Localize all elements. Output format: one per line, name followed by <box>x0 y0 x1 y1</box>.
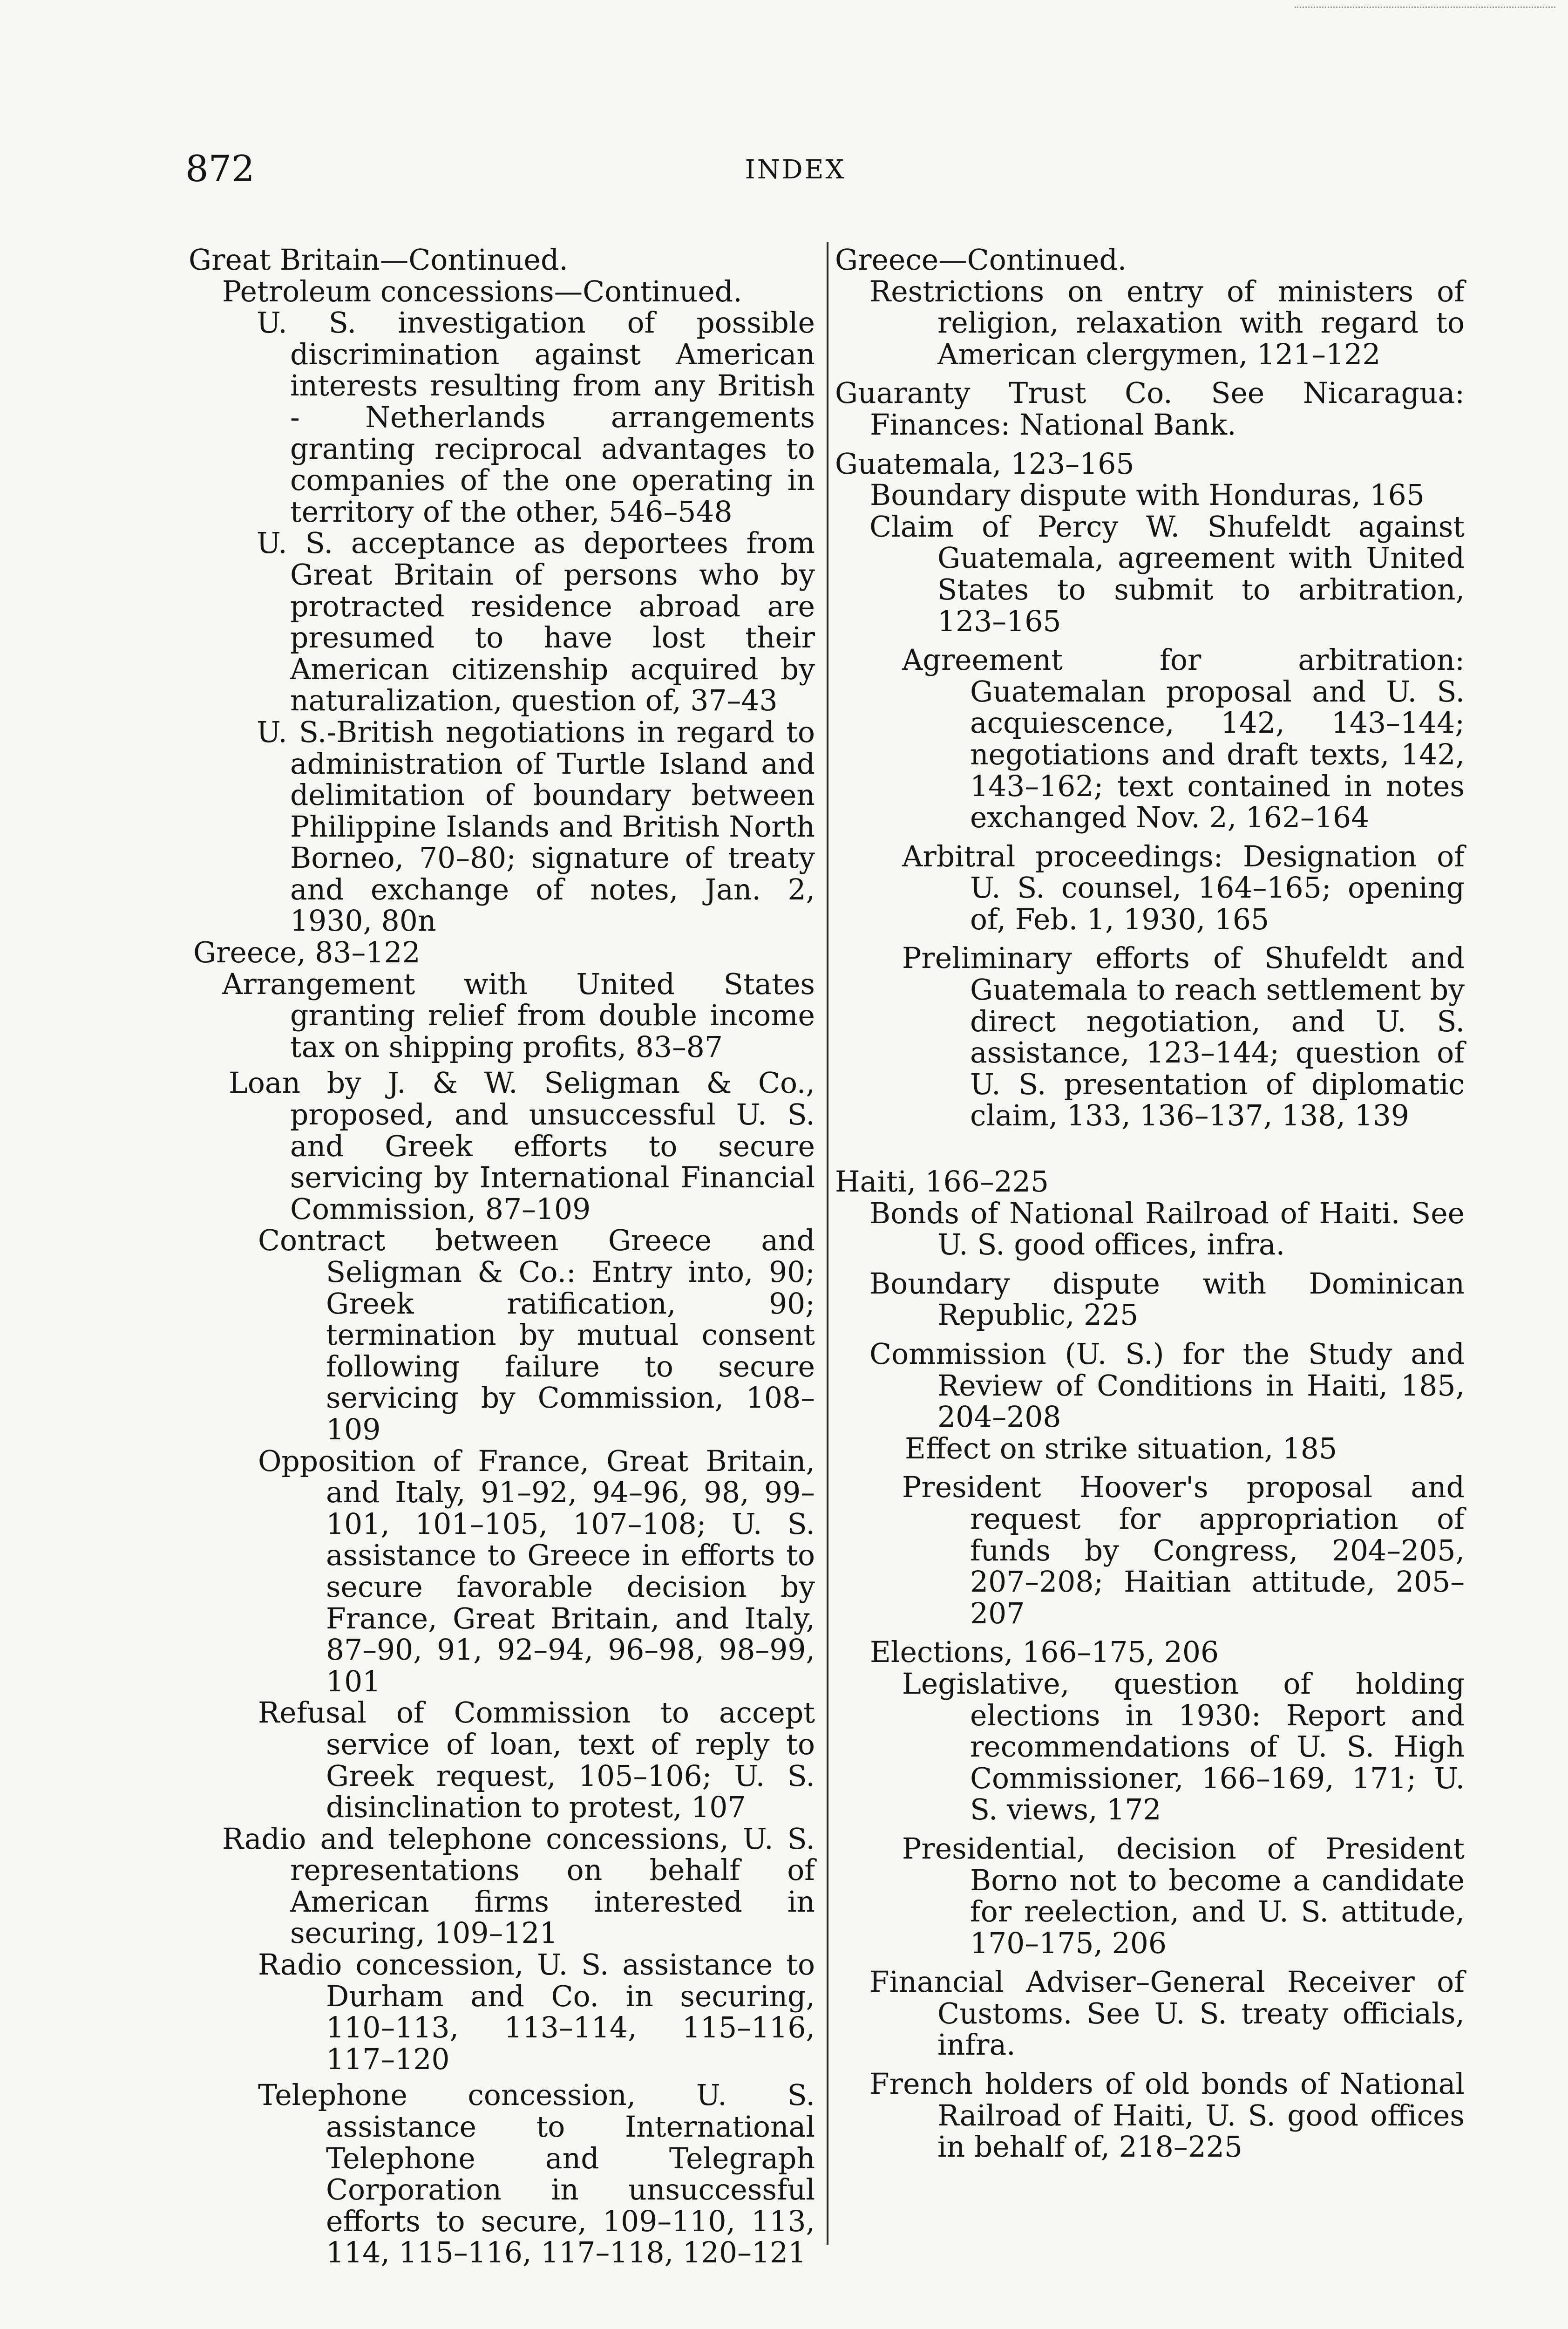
index-entry: Radio and telephone concessions, U. S. representations on behalf of American firms interested in securing, 109–121 <box>222 1822 815 1950</box>
page-header <box>185 148 1405 199</box>
left-column <box>189 245 815 2269</box>
index-entry: Presidential, decision of President Borno not to become a candidate for reelection, and U. S. attitude, 170–175, 206 <box>902 1832 1465 1960</box>
index-entry: Telephone concession, U. S. assistance to International Telephone and Telegraph Corporation in unsuccessful efforts to secure, 109–110, 113, 114, 115–116, 117–118, 120–121 <box>258 2078 815 2270</box>
index-entry: Preliminary efforts of Shufeldt and Guatemala to reach settlement by direct negotiation, and U. S. assistance, 123–144; question of U. S. presentation of diplomatic claim, 133, 136–137, 138, 139 <box>902 941 1465 1133</box>
index-entry: French holders of old bonds of National Railroad of Haiti, U. S. good offices in behalf of, 218–225 <box>869 2067 1465 2164</box>
right-column <box>827 245 1465 2163</box>
index-entry: U. S.-British negotiations in regard to administration of Turtle Island and delimitation of boundary between Philippine Islands and British North Borneo, 70–80; signature of treaty and exchange of notes, Jan. 2, 1930, 80n <box>257 715 815 938</box>
index-entry: Guatemala, 123–165 <box>835 447 1134 481</box>
index-entry: Greece—Continued. <box>835 243 1127 277</box>
index-entry: Bonds of National Railroad of Haiti. See U. S. good offices, infra. <box>869 1196 1465 1262</box>
index-entry: Boundary dispute with Dominican Republic, 225 <box>869 1267 1465 1332</box>
index-entry: Radio concession, U. S. assistance to Durham and Co. in securing, 110–113, 113–114, 115–116, 117–120 <box>258 1948 815 2076</box>
index-entry: Claim of Percy W. Shufeldt against Guatemala, agreement with United States to submit to arbitration, 123–165 <box>869 510 1465 638</box>
index-entry: Petroleum concessions—Continued. <box>222 274 742 308</box>
index-entry: Loan by J. & W. Seligman & Co., proposed, and unsuccessful U. S. and Greek efforts to secure servicing by International Financial Commission, 87–109 <box>229 1066 815 1226</box>
index-entry: Great Britain—Continued. <box>189 243 568 277</box>
index-entry: Guaranty Trust Co. See Nicaragua: Finances: National Bank. <box>835 376 1465 442</box>
index-entry: Opposition of France, Great Britain, and Italy, 91–92, 94–96, 98, 99–101, 101–105, 107–108; U. S. assistance to Greece in efforts to secure favorable decision by France, Great Britain, and Italy, 87–90, 91, 92–94, 96–98, 98–99, 101 <box>258 1444 815 1698</box>
index-entry: President Hoover's proposal and request for appropriation of funds by Congress, 204–205, 207–208; Haitian attitude, 205–207 <box>902 1471 1465 1630</box>
index-entry: Contract between Greece and Seligman & Co.: Entry into, 90; Greek ratification, 90; termination by mutual consent following failure to secure servicing by Commission, 108–109 <box>258 1224 815 1446</box>
index-entry: U. S. investigation of possible discrimination against American interests resulting from any British - Netherlands arrangements granting reciprocal advantages to companies of the one operating in territory of the other, 546–548 <box>257 306 815 529</box>
index-entry: Refusal of Commission to accept service of loan, text of reply to Greek request, 105–106; U. S. disinclination to protest, 107 <box>258 1696 815 1825</box>
index-entry: Financial Adviser–General Receiver of Customs. See U. S. treaty officials, infra. <box>869 1965 1465 2062</box>
page-number: 872 <box>185 148 255 190</box>
index-entry: Legislative, question of holding elections in 1930: Report and recommendations of U. S. High Commissioner, 166–169, 171; U. S. views, 172 <box>902 1667 1465 1827</box>
index-entry: Elections, 166–175, 206 <box>870 1635 1219 1669</box>
index-entry: Effect on strike situation, 185 <box>905 1431 1337 1465</box>
index-entry: U. S. acceptance as deportees from Great Britain of persons who by protracted residence abroad are presumed to have lost their American citizenship acquired by naturalization, question of, 37–43 <box>257 526 815 718</box>
index-entry: Boundary dispute with Honduras, 165 <box>870 478 1425 512</box>
index-entry: Agreement for arbitration: Guatemalan proposal and U. S. acquiescence, 142, 143–144; negotiations and draft texts, 142, 143–162; text contained in notes exchanged Nov. 2, 162–164 <box>902 643 1465 835</box>
index-entry: Restrictions on entry of ministers of religion, relaxation with regard to American clergymen, 121–122 <box>869 274 1465 371</box>
index-entry: Commission (U. S.) for the Study and Review of Conditions in Haiti, 185, 204–208 <box>869 1337 1465 1434</box>
index-entry: Greece, 83–122 <box>193 936 421 970</box>
running-head: INDEX <box>745 155 846 185</box>
index-entry: Haiti, 166–225 <box>835 1165 1049 1199</box>
index-entry: Arrangement with United States granting relief from double income tax on shipping profits, 83–87 <box>222 967 815 1064</box>
index-entry: Arbitral proceedings: Designation of U. S. counsel, 164–165; opening of, Feb. 1, 1930, 165 <box>902 839 1465 936</box>
top-edge-mark <box>1295 7 1555 9</box>
